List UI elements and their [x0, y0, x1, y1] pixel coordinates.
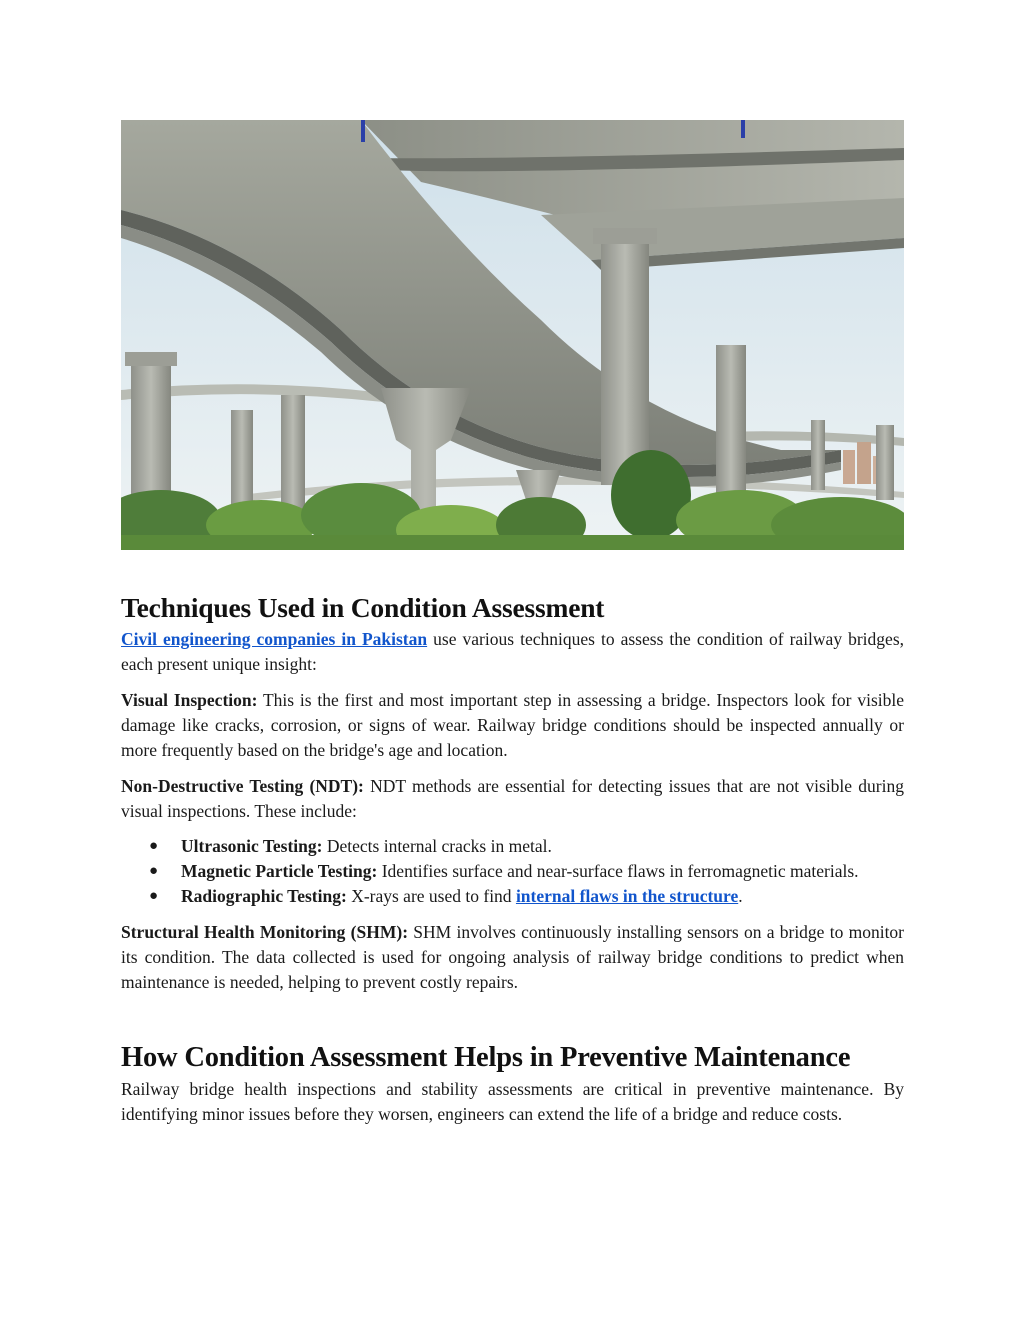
intro-paragraph [121, 627, 904, 677]
section-heading-techniques: Techniques Used in Condition Assessment [121, 592, 605, 623]
shm-paragraph [121, 920, 904, 995]
shm-text: SHM involves continuously installing sensors on a bridge to monitor its condition. The data collected is used for ongoing analysis of railway bridge conditions to predict when maintenance is needed, helping to prevent costly repairs. [121, 922, 905, 992]
section-heading-preventive: How Condition Assessment Helps in Preventive Maintenance [121, 1042, 851, 1073]
visual-inspection-paragraph [121, 688, 904, 763]
list-item-text: Identifies surface and near-surface flaws in ferromagnetic materials. [377, 861, 859, 881]
list-item [149, 859, 904, 884]
list-item-trailing: . [738, 886, 743, 906]
ndt-methods-list [121, 834, 904, 909]
article-body [121, 589, 904, 1127]
ndt-text: NDT methods are essential for detecting issues that are not visible during visual inspections. These include: [121, 776, 904, 821]
list-item [149, 834, 904, 859]
shm-label: Structural Health Monitoring (SHM): [121, 922, 409, 942]
list-item-text: Detects internal cracks in metal. [322, 836, 552, 856]
visual-inspection-label: Visual Inspection: [121, 690, 258, 710]
list-item-text: X-rays are used to find [346, 886, 516, 906]
bullet-icon: ● [149, 888, 159, 904]
list-item-label: Magnetic Particle Testing: [181, 861, 378, 881]
list-item-label: Radiographic Testing: [181, 886, 347, 906]
preventive-paragraph: Railway bridge health inspections and stability assessments are critical in preventive maintenance. By identifying minor issues before they worsen, engineers can extend the life of a bridge and reduce costs. [121, 1079, 904, 1124]
visual-inspection-text: This is the first and most important step in assessing a bridge. Inspectors look for visible damage like cracks, corrosion, or signs of wear. Railway bridge conditions should be inspected annually or more frequently based on the bridge's age and location. [121, 690, 904, 760]
list-item-label: Ultrasonic Testing: [181, 836, 323, 856]
internal-flaws-link[interactable]: internal flaws in the structure [515, 886, 739, 906]
bullet-icon: ● [149, 838, 159, 854]
list-item [149, 884, 904, 909]
hero-image [121, 120, 904, 550]
bullet-icon: ● [149, 863, 159, 879]
ndt-paragraph [121, 774, 904, 824]
intro-text: use various techniques to assess the condition of railway bridges, each present unique insight: [121, 629, 905, 674]
ndt-label: Non-Destructive Testing (NDT): [121, 776, 364, 796]
civil-engineering-link[interactable]: Civil engineering companies in Pakistan [121, 629, 428, 649]
